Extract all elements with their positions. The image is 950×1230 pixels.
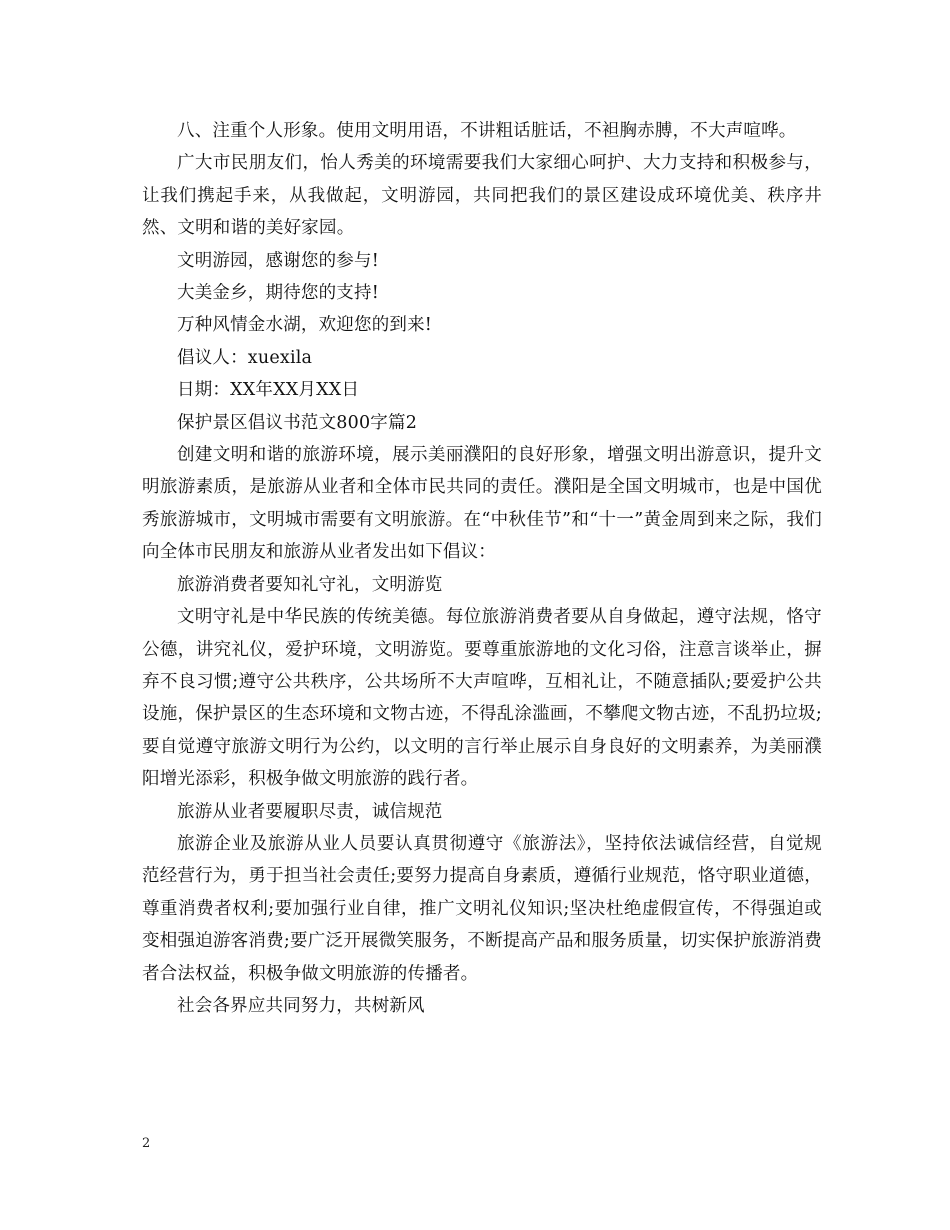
paragraph-tourists: 文明守礼是中华民族的传统美德。每位旅游消费者要从自身做起，遵守法规，恪守公德，讲究礼仪，爱护环境，文明游览。要尊重旅游地的文化习俗，注意言谈举止，摒弃不良习惯;遵守公共秩序，公共场所不大声喧哗，互相礼让，不随意插队;要爱护公共设施，保护景区的生态环境和文物古迹，不得乱涂滥画，不攀爬文物古迹，不乱扔垃圾;要自觉遵守旅游文明行为公约，以文明的言行举止展示自身良好的文明素养，为美丽濮阳增光添彩，积极争做文明旅游的践行者。 xyxy=(142,607,822,790)
heading-society: 社会各界应共同努力，共树新风 xyxy=(177,995,425,1016)
paragraph-slogan-thanks: 文明游园，感谢您的参与! xyxy=(177,250,379,271)
heading-tourists: 旅游消费者要知礼守礼，文明游览 xyxy=(177,574,443,595)
paragraph-date: 日期：XX年XX月XX日 xyxy=(177,380,360,401)
paragraph-initiator: 倡议人：xuexila xyxy=(177,347,313,368)
paragraph-intro: 创建文明和谐的旅游环境，展示美丽濮阳的良好形象，增强文明出游意识，提升文明旅游素质，是旅游从业者和全体市民共同的责任。濮阳是全国文明城市，也是中国优秀旅游城市，文明城市需要有文明旅游。在“中秋佳节”和“十一”黄金周到来之际，我们向全体市民朋友和旅游从业者发出如下倡议： xyxy=(142,445,822,563)
paragraph-practitioners: 旅游企业及旅游从业人员要认真贯彻遵守《旅游法》，坚持依法诚信经营，自觉规范经营行为，勇于担当社会责任;要努力提高自身素质，遵循行业规范，恪守职业道德，尊重消费者权利;要加强行业自律，推广文明礼仪知识;坚决杜绝虚假宣传，不得强迫或变相强迫游客消费;要广泛开展微笑服务，不断提高产品和服务质量，切实保护旅游消费者合法权益，积极争做文明旅游的传播者。 xyxy=(142,833,822,984)
paragraph-slogan-support: 大美金乡，期待您的支持! xyxy=(177,283,379,304)
heading-practitioners: 旅游从业者要履职尽责，诚信规范 xyxy=(177,801,443,822)
document-body xyxy=(142,115,822,1022)
paragraph-slogan-welcome: 万种风情金水湖，欢迎您的到来! xyxy=(177,315,433,336)
paragraph-call-to-citizens: 广大市民朋友们，怡人秀美的环境需要我们大家细心呵护、大力支持和积极参与，让我们携起手来，从我做起，文明游园，共同把我们的景区建设成环境优美、秩序井然、文明和谐的美好家园。 xyxy=(142,153,822,239)
page-number: 2 xyxy=(142,1136,151,1151)
section-title: 保护景区倡议书范文800字篇2 xyxy=(177,412,418,433)
paragraph-dress-conduct: 八、注重个人形象。使用文明用语，不讲粗话脏话，不袒胸赤膊，不大声喧哗。 xyxy=(177,121,797,141)
